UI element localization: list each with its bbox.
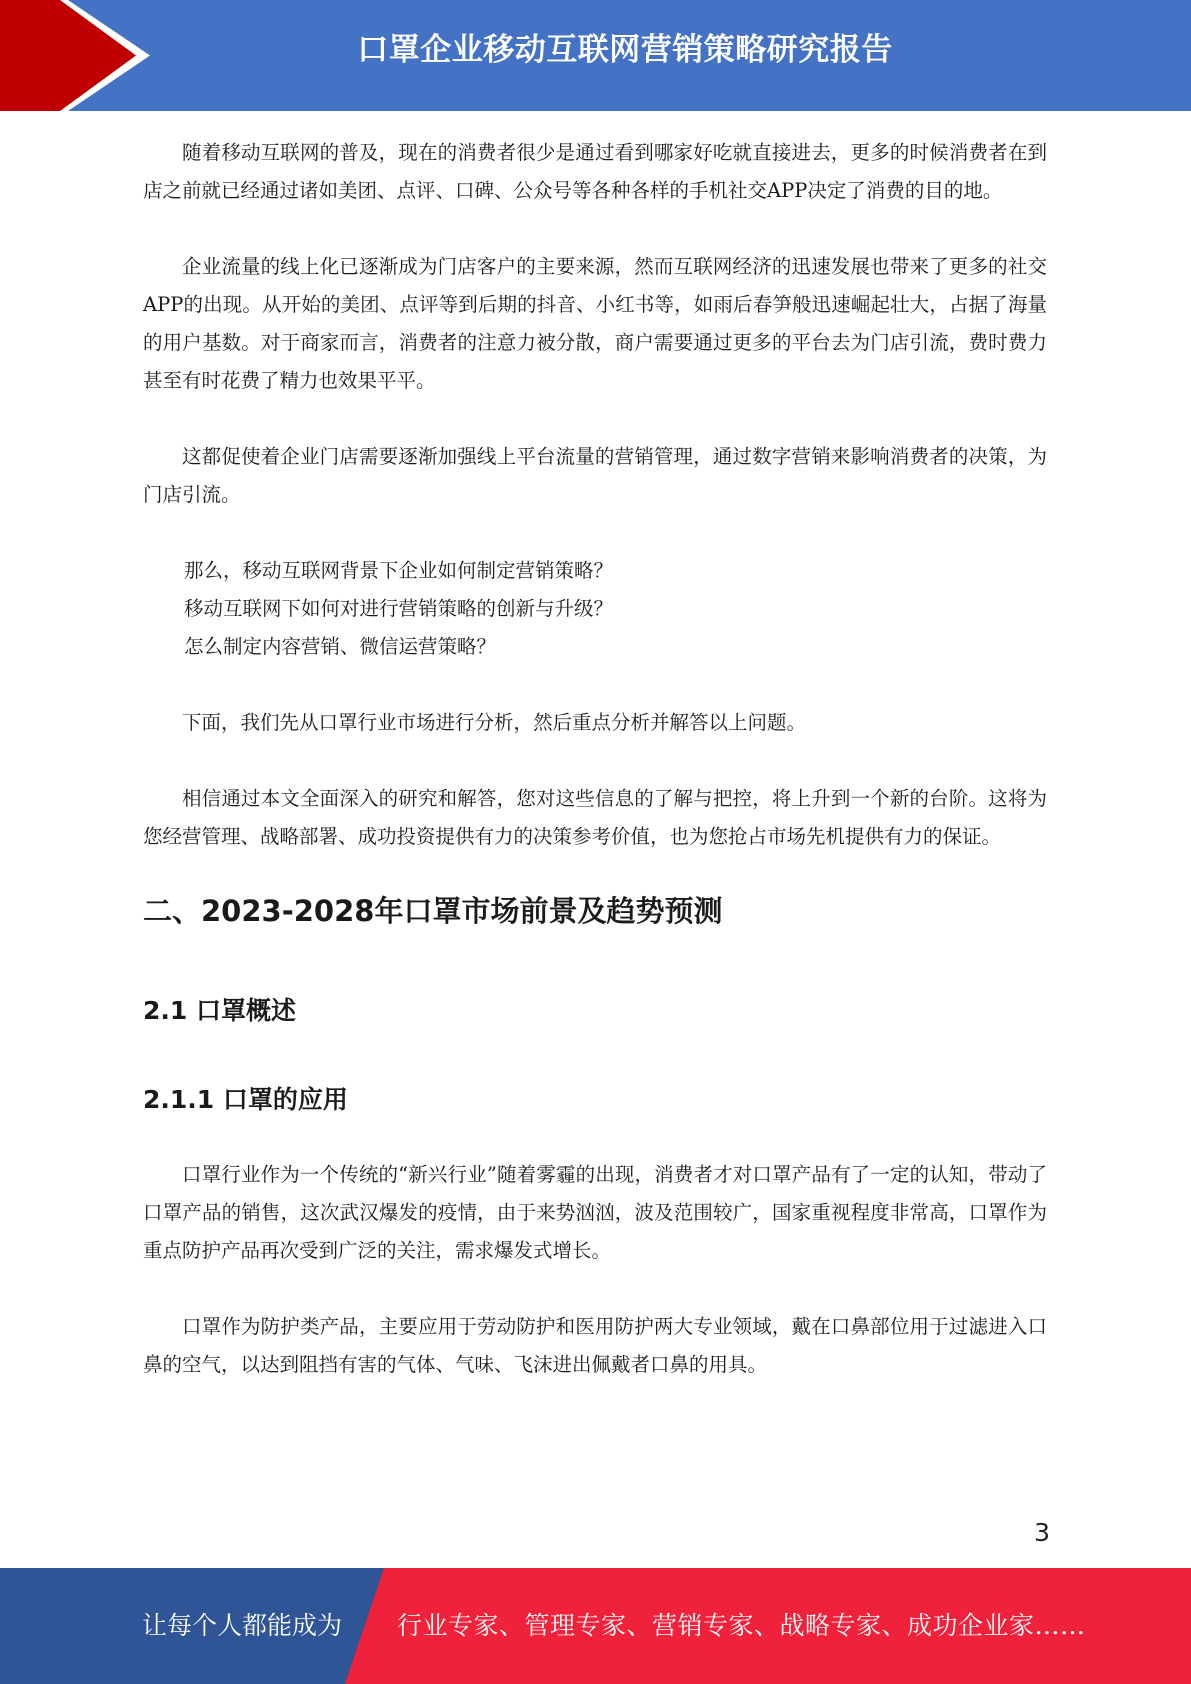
section-paragraph-2: 口罩作为防护类产品，主要应用于劳动防护和医用防护两大专业领域，戴在口鼻部位用于过滤进入口鼻的空气，以达到阻挡有害的气体、气味、飞沫进出佩戴者口鼻的用具。 xyxy=(143,1315,1047,1376)
header-bar xyxy=(0,0,1191,111)
footer-slogan-right: 行业专家、管理专家、营销专家、战略专家、成功企业家…… xyxy=(397,1611,1086,1640)
page-number: 3 xyxy=(1034,1518,1050,1547)
footer-slogan-left: 让每个人都能成为 xyxy=(142,1611,343,1640)
section-heading: 二、2023-2028年口罩市场前景及趋势预测 xyxy=(143,894,723,928)
document-body xyxy=(143,134,1047,1422)
question-item: 那么，移动互联网背景下企业如何制定营销策略？ xyxy=(184,559,614,582)
intro-paragraph-1: 随着移动互联网的普及，现在的消费者很少是通过看到哪家好吃就直接进去，更多的时候消费者在到店之前就已经通过诸如美团、点评、口碑、公众号等各种各样的手机社交APP决定了消费的目的地。 xyxy=(143,141,1047,202)
section-paragraph-1: 口罩行业作为一个传统的“新兴行业”随着雾霾的出现，消费者才对口罩产品有了一定的认知，带动了口罩产品的销售，这次武汉爆发的疫情，由于来势汹汹，波及范围较广，国家重视程度非常高，口罩作为重点防护产品再次受到广泛的关注，需求爆发式增长。 xyxy=(143,1163,1047,1262)
footer-banner xyxy=(0,1568,1191,1684)
intro-paragraph-2: 企业流量的线上化已逐渐成为门店客户的主要来源，然而互联网经济的迅速发展也带来了更多的社交APP的出现。从开始的美团、点评等到后期的抖音、小红书等，如雨后春笋般迅速崛起壮大，占据了海量的用户基数。对于商家而言，消费者的注意力被分散，商户需要通过更多的平台去为门店引流，费时费力甚至有时花费了精力也效果平平。 xyxy=(143,255,1047,392)
report-title: 口罩企业移动互联网营销策略研究报告 xyxy=(357,32,893,68)
question-list xyxy=(143,552,1047,666)
intro-paragraph-3: 这都促使着企业门店需要逐渐加强线上平台流量的营销管理，通过数字营销来影响消费者的决策，为门店引流。 xyxy=(143,445,1047,506)
question-item: 怎么制定内容营销、微信运营策略？ xyxy=(184,635,497,658)
intro-paragraph-4: 下面，我们先从口罩行业市场进行分析，然后重点分析并解答以上问题。 xyxy=(182,711,807,734)
intro-paragraph-5: 相信通过本文全面深入的研究和解答，您对这些信息的了解与把控，将上升到一个新的台阶。这将为您经营管理、战略部署、成功投资提供有力的决策参考价值，也为您抢占市场先机提供有力的保证。 xyxy=(143,787,1047,848)
header-chevron-decoration xyxy=(0,0,150,111)
subsubsection-heading: 2.1.1 口罩的应用 xyxy=(143,1085,348,1114)
subsection-heading: 2.1 口罩概述 xyxy=(143,996,296,1025)
question-item: 移动互联网下如何对进行营销策略的创新与升级？ xyxy=(184,597,614,620)
